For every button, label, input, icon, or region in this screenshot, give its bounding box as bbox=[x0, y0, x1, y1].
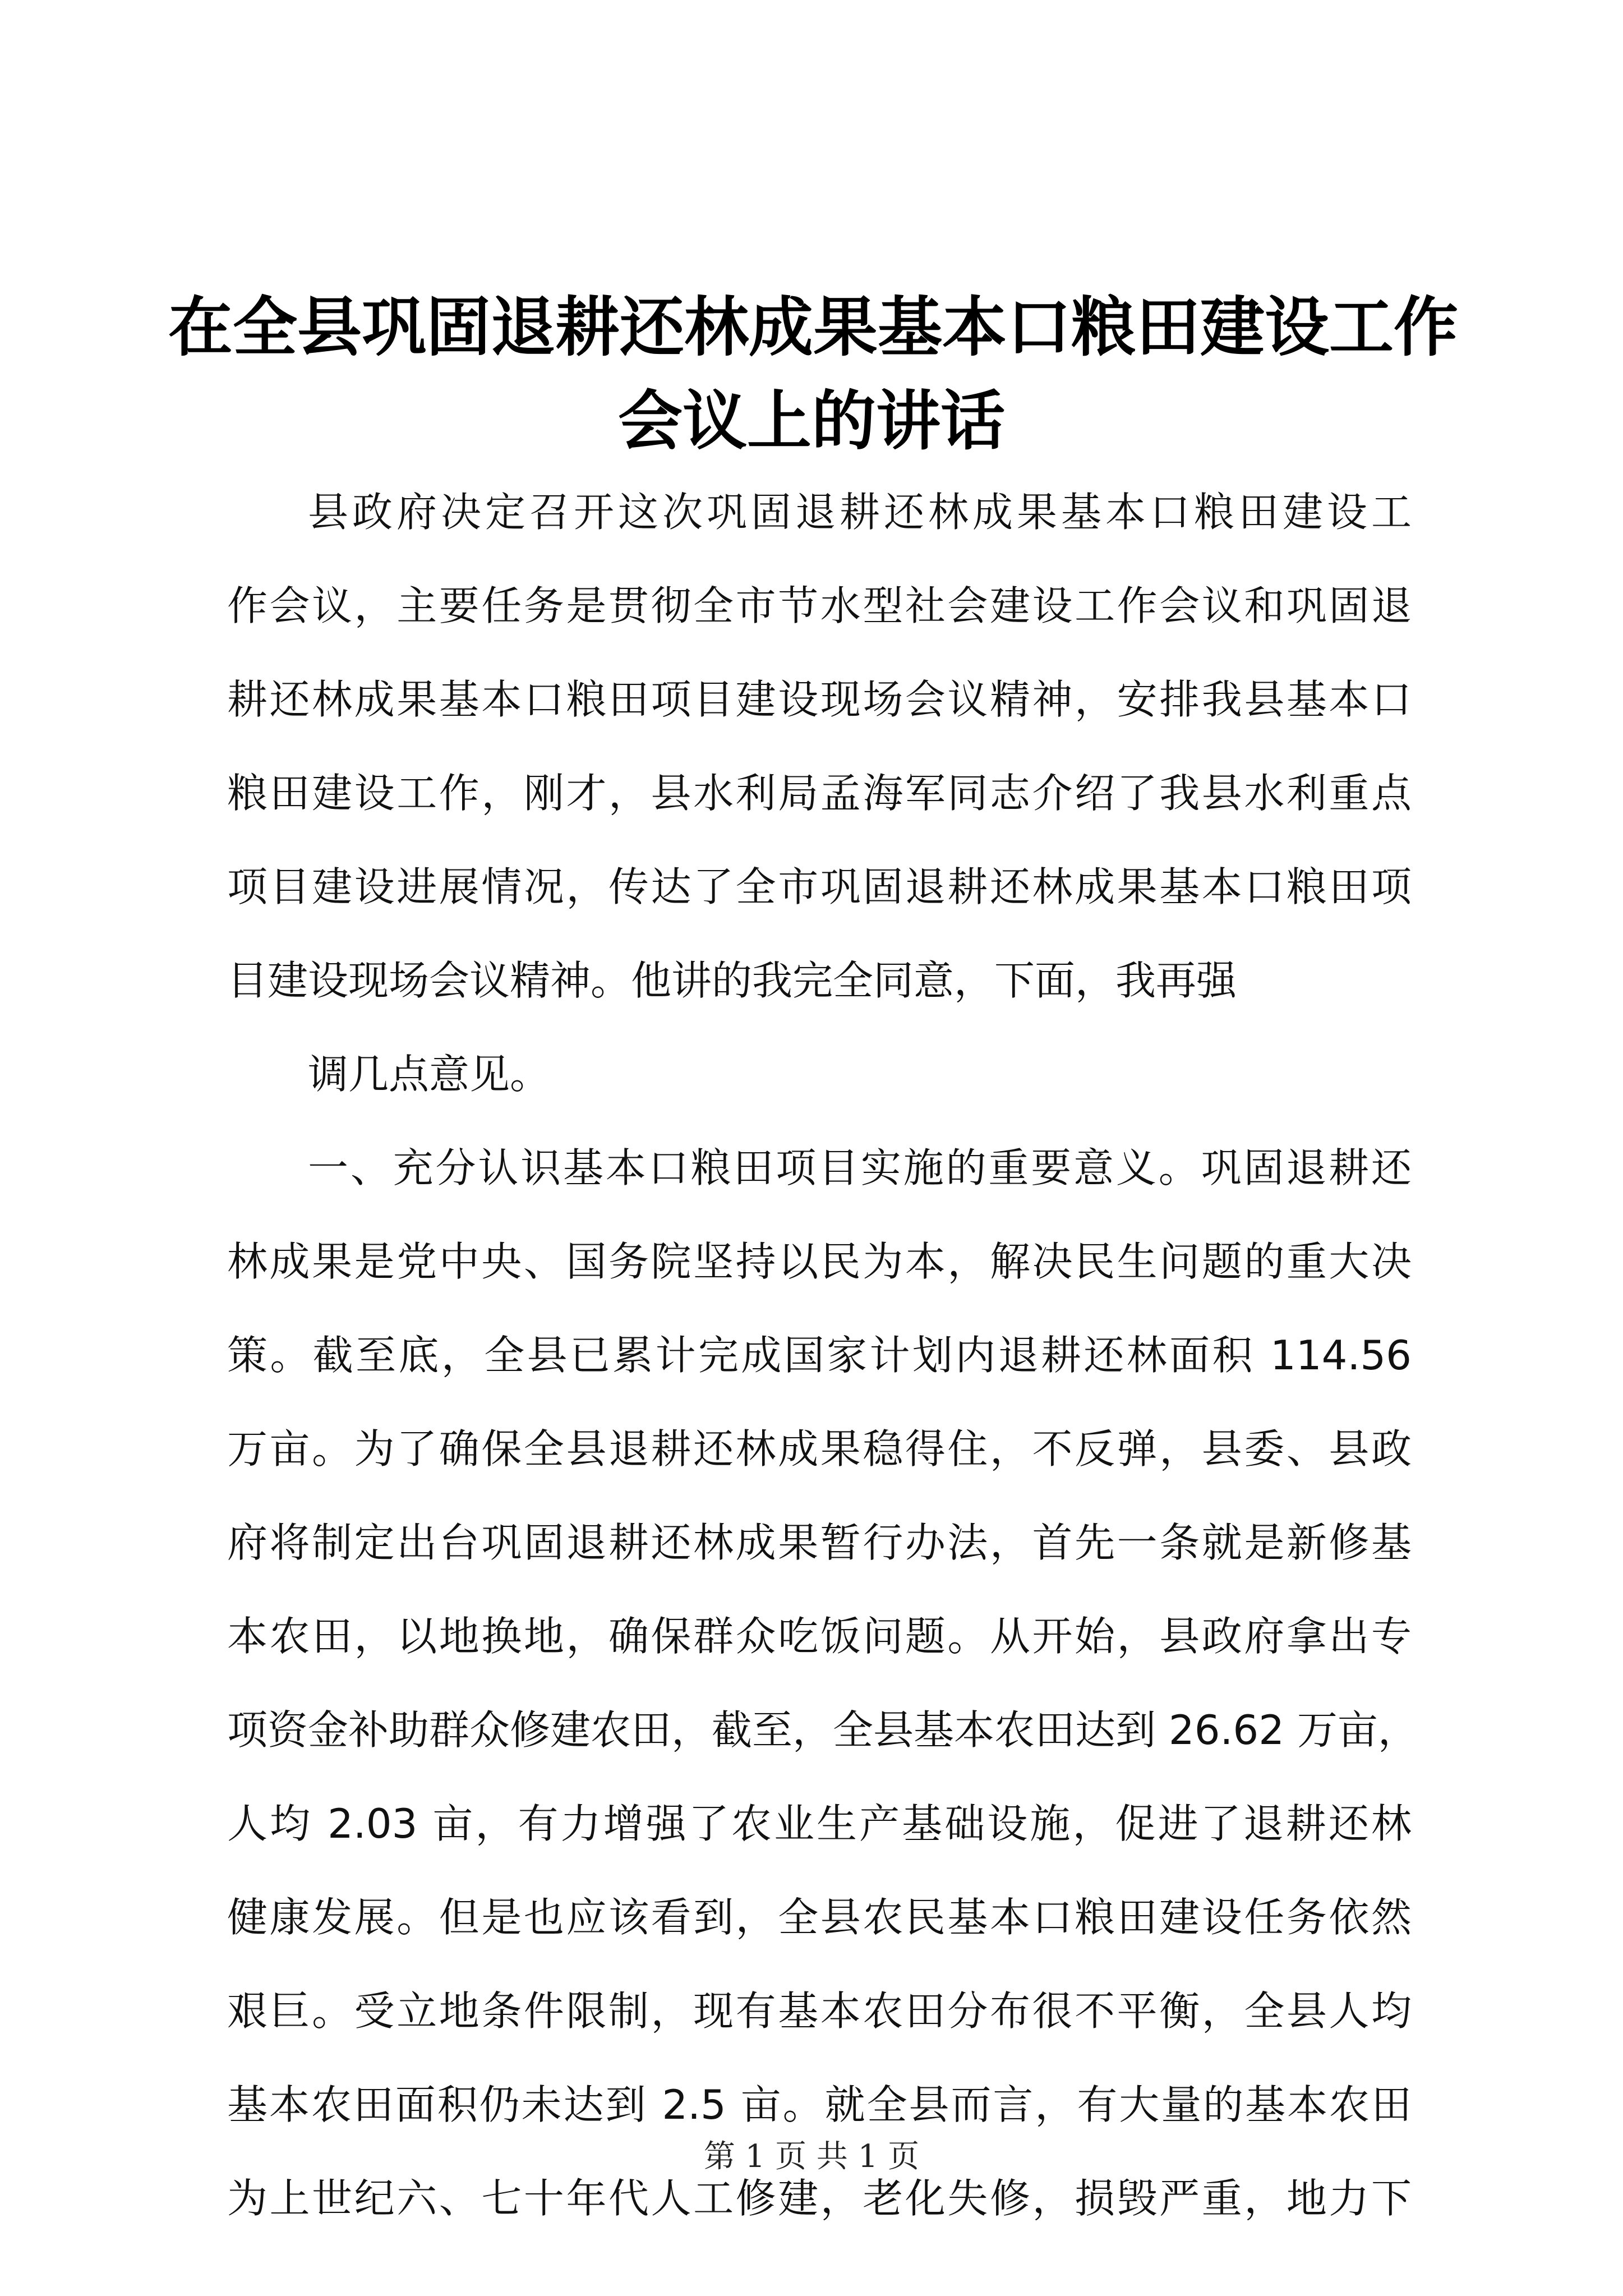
paragraph-1-line-5: 项目建设进展情况，传达了全市巩固退耕还林成果基本口粮田项 bbox=[227, 863, 1412, 910]
paragraph-1-line-1: 县政府决定召开这次巩固退耕还林成果基本口粮田建设工 bbox=[308, 489, 1412, 536]
paragraph-3-line-3: 策。截至底，全县已累计完成国家计划内退耕还林面积 114.56 bbox=[227, 1332, 1412, 1379]
paragraph-1-line-2: 作会议，主要任务是贯彻全市节水型社会建设工作会议和巩固退 bbox=[227, 582, 1412, 629]
paragraph-3-line-4: 万亩。为了确保全县退耕还林成果稳得住，不反弹，县委、县政 bbox=[227, 1425, 1412, 1473]
page-footer: 第 1 页 共 1 页 bbox=[703, 2138, 920, 2175]
document-title bbox=[168, 280, 1459, 468]
paragraph-3-line-12: 为上世纪六、七十年代人工修建，老化失修，损毁严重，地力下 bbox=[227, 2175, 1412, 2222]
paragraph-3-line-6: 本农田，以地换地，确保群众吃饭问题。从开始，县政府拿出专 bbox=[227, 1613, 1412, 1660]
paragraph-1-line-4: 粮田建设工作，刚才，县水利局孟海军同志介绍了我县水利重点 bbox=[227, 770, 1412, 817]
paragraph-3-line-9: 健康发展。但是也应该看到，全县农民基本口粮田建设任务依然 bbox=[227, 1894, 1412, 1941]
paragraph-3-line-8: 人均 2.03 亩，有力增强了农业生产基础设施，促进了退耕还林 bbox=[227, 1800, 1412, 1847]
title-line-2: 会议上的讲话 bbox=[617, 383, 1005, 459]
paragraph-3-line-11: 基本农田面积仍未达到 2.5 亩。就全县而言，有大量的基本农田 bbox=[227, 2081, 1412, 2128]
paragraph-3-line-7: 项资金补助群众修建农田，截至，全县基本农田达到 26.62 万亩， bbox=[227, 1706, 1418, 1754]
document-body bbox=[227, 486, 1418, 2266]
paragraph-3-line-1: 一、充分认识基本口粮田项目实施的重要意义。巩固退耕还 bbox=[308, 1144, 1412, 1191]
paragraph-3-line-10: 艰巨。受立地条件限制，现有基本农田分布很不平衡，全县人均 bbox=[227, 1987, 1412, 2035]
paragraph-1-line-3: 耕还林成果基本口粮田项目建设现场会议精神，安排我县基本口 bbox=[227, 676, 1412, 723]
paragraph-3-line-5: 府将制定出台巩固退耕还林成果暂行办法，首先一条就是新修基 bbox=[227, 1519, 1412, 1566]
paragraph-2-line-1: 调几点意见。 bbox=[308, 1051, 551, 1098]
paragraph-3-line-2: 林成果是党中央、国务院坚持以民为本，解决民生问题的重大决 bbox=[227, 1238, 1412, 1285]
paragraph-1-line-6: 目建设现场会议精神。他讲的我完全同意，下面，我再强 bbox=[227, 957, 1237, 1004]
title-line-1: 在全县巩固退耕还林成果基本口粮田建设工作 bbox=[168, 289, 1459, 365]
